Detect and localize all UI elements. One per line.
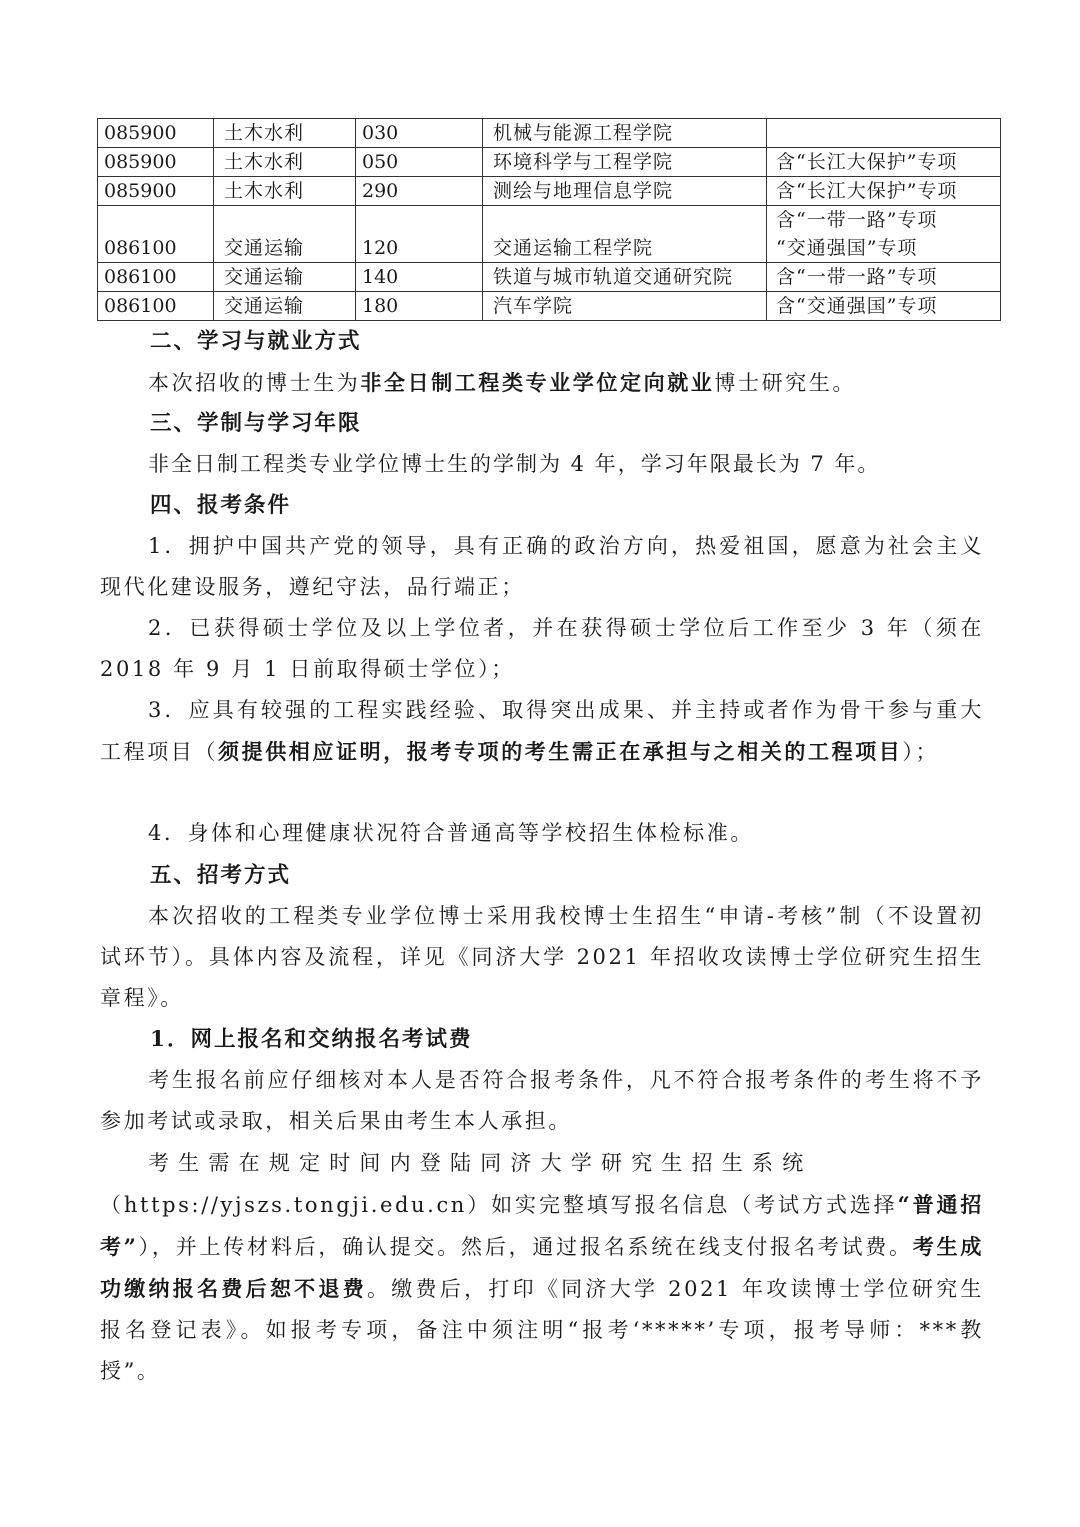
note-line: “交通强国”专项	[776, 237, 918, 259]
major-code-cell: 086100	[98, 206, 214, 263]
department-code-cell: 180	[356, 292, 483, 321]
department-name-cell: 机械与能源工程学院	[483, 119, 767, 148]
note-cell: 含“交通强国”专项	[767, 292, 1001, 321]
major-code-cell: 085900	[98, 148, 214, 177]
section-3-heading: 三、学制与学习年限	[150, 411, 362, 436]
table-row	[98, 119, 1001, 148]
table-row	[98, 148, 1001, 177]
table-row	[98, 206, 1001, 263]
major-name-cell: 交通运输	[214, 292, 356, 321]
table-row	[98, 292, 1001, 321]
major-code-cell: 085900	[98, 177, 214, 206]
department-name-cell: 环境科学与工程学院	[483, 148, 767, 177]
major-name-cell: 土木水利	[214, 177, 356, 206]
note-cell	[767, 119, 1001, 148]
requirement-1: 1．拥护中国共产党的领导，具有正确的政治方向，热爱祖国，愿意为社会主义现代化建设服务，遵纪守法，品行端正；	[100, 534, 984, 599]
registration-paragraph-2-line-1: 考生需在规定时间内登陆同济大学研究生招生系统	[148, 1151, 813, 1175]
note-cell: 含“长江大保护”专项	[767, 148, 1001, 177]
note-cell: 含“一带一路”专项	[767, 263, 1001, 292]
department-code-cell: 050	[356, 148, 483, 177]
section-3-paragraph: 非全日制工程类专业学位博士生的学制为 4 年，学习年限最长为 7 年。	[148, 452, 881, 476]
department-name-cell: 交通运输工程学院	[483, 206, 767, 263]
section-5-paragraph: 本次招收的工程类专业学位博士采用我校博士生招生“申请-考核”制（不设置初试环节）。具体内容及流程，详见《同济大学 2021 年招收攻读博士学位研究生招生章程》。	[100, 904, 984, 1010]
note-line: 含“一带一路”专项	[776, 209, 938, 231]
table-row	[98, 177, 1001, 206]
department-name-cell: 汽车学院	[483, 292, 767, 321]
requirement-4: 4．身体和心理健康状况符合普通高等学校招生体检标准。	[148, 821, 754, 845]
section-4-heading: 四、报考条件	[150, 493, 292, 518]
note-cell	[767, 206, 1001, 263]
major-name-cell: 交通运输	[214, 263, 356, 292]
requirement-2: 2．已获得硕士学位及以上学位者，并在获得硕士学位后工作至少 3 年（须在 2018 年 9 月 1 日前取得硕士学位）；	[100, 616, 984, 681]
registration-paragraph-2: （https://yjszs.tongji.edu.cn）如实完整填写报名信息（考试方式选择“普通招考”），并上传材料后，确认提交。然后，通过报名系统在线支付报名考试费。考生成功缴纳报名费后恕不退费。缴费后，打印《同济大学 2021 年攻读博士学位研究生报名登记表》。如报考专项，备注中须注明“报考‘*****’专项，报考导师：***教授”。	[100, 1192, 985, 1383]
major-code-cell: 085900	[98, 119, 214, 148]
department-code-cell: 290	[356, 177, 483, 206]
table-row	[98, 263, 1001, 292]
majors-table	[97, 118, 1001, 321]
department-code-cell: 030	[356, 119, 483, 148]
major-name-cell: 交通运输	[214, 206, 356, 263]
department-code-cell: 120	[356, 206, 483, 263]
section-5-heading: 五、招考方式	[150, 863, 292, 888]
department-code-cell: 140	[356, 263, 483, 292]
requirement-3: 3．应具有较强的工程实践经验、取得突出成果、并主持或者作为骨干参与重大工程项目（须提供相应证明，报考专项的考生需正在承担与之相关的工程项目）；	[100, 698, 984, 764]
note-cell: 含“长江大保护”专项	[767, 177, 1001, 206]
registration-paragraph-1: 考生报名前应仔细核对本人是否符合报考条件，凡不符合报考条件的考生将不予参加考试或录取，相关后果由考生本人承担。	[100, 1068, 984, 1133]
department-name-cell: 测绘与地理信息学院	[483, 177, 767, 206]
subsection-1-heading: 1．网上报名和交纳报名考试费	[150, 1027, 473, 1052]
major-name-cell: 土木水利	[214, 148, 356, 177]
section-2-heading: 二、学习与就业方式	[150, 329, 362, 354]
department-name-cell: 铁道与城市轨道交通研究院	[483, 263, 767, 292]
section-2-paragraph: 本次招收的博士生为非全日制工程类专业学位定向就业博士研究生。	[148, 370, 857, 395]
major-name-cell: 土木水利	[214, 119, 356, 148]
major-code-cell: 086100	[98, 263, 214, 292]
major-code-cell: 086100	[98, 292, 214, 321]
